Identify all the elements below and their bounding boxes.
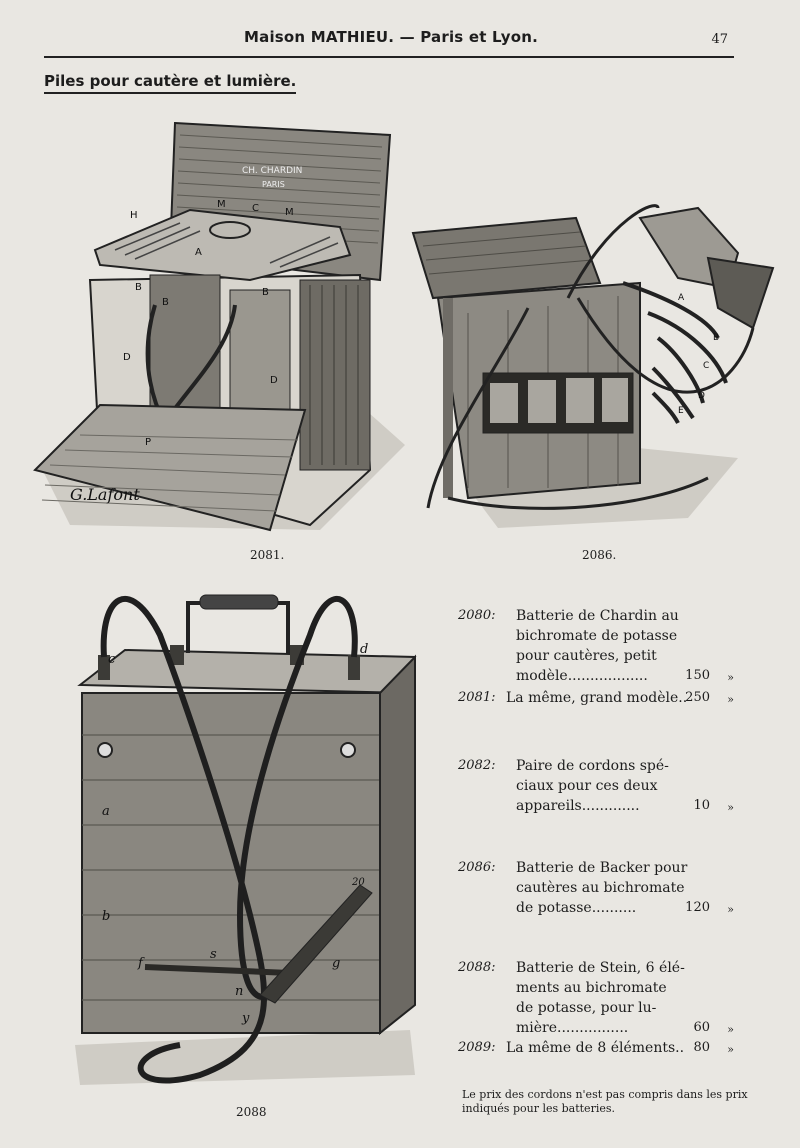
- svg-text:B: B: [135, 282, 142, 293]
- figure-2086-illustration: [408, 188, 780, 540]
- page-number: 47: [711, 32, 728, 47]
- footnote: Le prix des cordons n'est pas compris dans les prix indiqués pour les batteries.: [462, 1088, 748, 1115]
- engraver-signature: G.Lafont: [70, 485, 140, 504]
- lid-text-paris: PARIS: [262, 180, 285, 189]
- svg-text:f: f: [138, 956, 143, 971]
- entry-description: [516, 606, 706, 686]
- entry-price: 60: [693, 1020, 710, 1035]
- svg-text:H: H: [130, 210, 138, 221]
- lid-text-chardin: CH. CHARDIN: [242, 166, 303, 176]
- svg-text:A: A: [195, 247, 202, 258]
- header-title: Maison MATHIEU. — Paris et Lyon.: [244, 28, 538, 46]
- svg-text:B: B: [162, 297, 169, 308]
- caption-2088: 2088: [236, 1105, 267, 1119]
- entry-code: 2086:: [458, 860, 496, 875]
- entry-description: [506, 1038, 696, 1058]
- svg-text:M: M: [217, 199, 226, 210]
- entry-code: 2080:: [458, 608, 496, 623]
- section-title: Piles pour cautère et lumière.: [44, 72, 296, 94]
- figure-2088: [70, 575, 430, 1095]
- figure-2088-illustration: [70, 575, 430, 1095]
- svg-text:D: D: [698, 391, 705, 401]
- entry-code: 2089:: [458, 1040, 496, 1055]
- entry-description: [516, 858, 706, 918]
- entry-unit: »: [727, 693, 734, 706]
- entry-price: 10: [693, 798, 710, 813]
- entry-code: 2088:: [458, 960, 496, 975]
- svg-text:b: b: [102, 909, 111, 924]
- svg-text:C: C: [703, 361, 710, 371]
- entry-price: 150: [685, 668, 710, 683]
- entry-description: [506, 688, 696, 708]
- entry-unit: »: [727, 903, 734, 916]
- svg-text:d: d: [360, 642, 369, 657]
- entry-unit: »: [727, 1023, 734, 1036]
- entry-unit: »: [727, 1043, 734, 1056]
- svg-text:g: g: [332, 956, 341, 971]
- svg-text:s: s: [210, 947, 217, 962]
- entry-line: Batterie de Stein, 6 élé-: [516, 960, 685, 976]
- svg-text:c: c: [108, 652, 116, 667]
- entry-unit: »: [727, 801, 734, 814]
- figure-2081: [30, 115, 410, 535]
- caption-2086: 2086.: [582, 548, 617, 562]
- caption-2081: 2081.: [250, 548, 285, 562]
- svg-text:B: B: [713, 333, 720, 343]
- entry-line: Batterie de Chardin au: [516, 608, 679, 624]
- svg-text:n: n: [235, 984, 244, 999]
- svg-text:D: D: [123, 352, 131, 363]
- svg-text:E: E: [678, 406, 684, 416]
- entry-line: bichromate de potasse: [516, 628, 678, 644]
- svg-text:P: P: [145, 437, 152, 448]
- entry-line: ments au bichromate: [516, 980, 667, 996]
- svg-text:D: D: [270, 375, 278, 386]
- svg-text:y: y: [242, 1011, 250, 1026]
- entry-code: 2081:: [458, 690, 496, 705]
- entry-line: mière................: [516, 1020, 629, 1036]
- entry-line: La même de 8 éléments..: [506, 1040, 685, 1056]
- page-header: [44, 22, 734, 58]
- entry-line: appareils.............: [516, 798, 640, 814]
- svg-text:A: A: [678, 293, 685, 303]
- entry-description: [516, 958, 706, 1038]
- entry-line: modèle..................: [516, 668, 648, 684]
- catalog-entry-2089: [458, 1038, 748, 1060]
- entry-line: La même, grand modèle..: [506, 690, 688, 706]
- entry-line: cautères au bichromate: [516, 880, 685, 896]
- svg-text:a: a: [102, 804, 110, 819]
- svg-text:20: 20: [352, 877, 365, 888]
- catalog-entry-2086: [458, 858, 748, 920]
- entry-line: Batterie de Backer pour: [516, 860, 688, 876]
- catalog-entry-2081: [458, 688, 748, 710]
- entry-line: de potasse..........: [516, 900, 637, 916]
- catalog-entry-2088: [458, 958, 748, 1040]
- entry-unit: »: [727, 671, 734, 684]
- entry-price: 80: [693, 1040, 710, 1055]
- entry-line: pour cautères, petit: [516, 648, 657, 664]
- catalog-entry-2080: [458, 606, 748, 686]
- figure-2086: [408, 188, 780, 540]
- figure-2081-illustration: [30, 115, 410, 535]
- svg-text:B: B: [262, 287, 269, 298]
- entry-line: ciaux pour ces deux: [516, 778, 658, 794]
- svg-text:M: M: [285, 207, 294, 218]
- svg-text:C: C: [252, 203, 259, 214]
- entry-code: 2082:: [458, 758, 496, 773]
- entry-price: 250: [685, 690, 710, 705]
- entry-description: [516, 756, 706, 816]
- entry-price: 120: [685, 900, 710, 915]
- entry-line: Paire de cordons spé-: [516, 758, 669, 774]
- entry-line: de potasse, pour lu-: [516, 1000, 657, 1016]
- catalog-entry-2082: [458, 756, 748, 818]
